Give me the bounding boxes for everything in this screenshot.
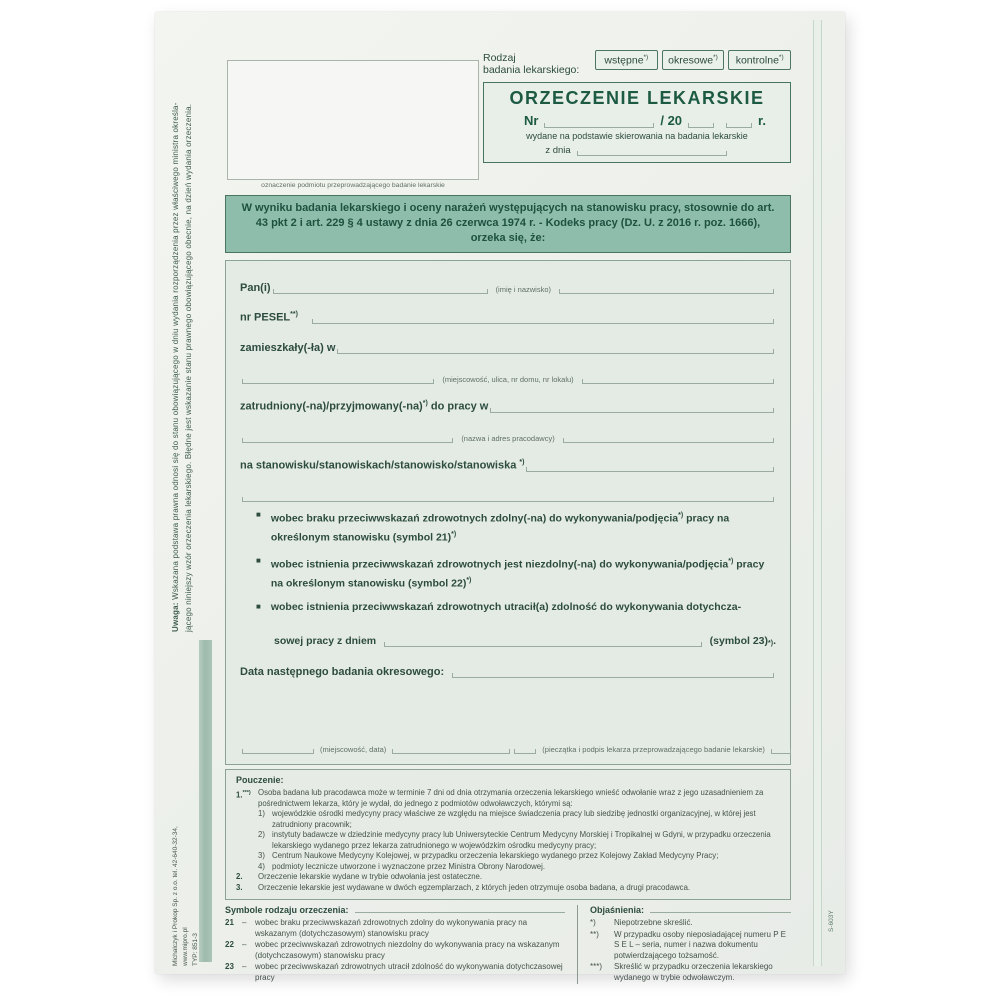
position-field-2: [242, 501, 774, 502]
year-suffix: r.: [758, 113, 766, 128]
pesel-label: nr PESEL**): [240, 311, 298, 324]
printer-imprint: [171, 806, 199, 966]
exam-option-okresowe: okresowe*): [662, 50, 725, 70]
place-date-field-2: [392, 753, 510, 754]
certificate-title-box: [483, 82, 791, 163]
position-label: na stanowisku/stanowiskach/stanowisko/stanowiska *): [240, 459, 525, 472]
residence-field-2: [242, 383, 434, 384]
employer-field-3: [563, 442, 774, 443]
exam-type-label: Rodzaj badania lekarskiego:: [483, 52, 580, 76]
certificate-subtitle: wydane na podstawie skierowania na badania lekarskie: [526, 131, 748, 141]
position-field: [526, 471, 774, 472]
year-prefix: / 20: [660, 113, 683, 128]
residence-caption-row: [240, 367, 776, 384]
name-label: Pan(i): [240, 282, 271, 294]
left-margin-note: [169, 52, 197, 632]
symbol-item-23: 23 – wobec przeciwwskazań zdrowotnych utracił zdolność do wykonywania dotychczasowej pracy: [225, 962, 563, 982]
issue-date-field: [577, 155, 727, 156]
symbol-item-22: 22 – wobec przeciwwskazań zdrowotnych niezdolny do wykonywania pracy na wskazanym (dotychczasowym) stanowisku pracy: [225, 940, 560, 960]
nr-field: [544, 127, 654, 128]
exam-type-options: [595, 50, 791, 70]
position-row: [240, 455, 776, 472]
stamp-field-2: [771, 753, 791, 754]
employer-field-2: [242, 442, 453, 443]
issue-date-label: z dnia: [545, 145, 571, 156]
residence-row: [240, 337, 776, 354]
instruction-subitem-1: 1) wojewódzkie ośrodki medycyny pracy właściwe ze względu na miejsce świadczenia pracy lub siedzibę jednostki organizacyjnej, w której jest zatrudniony pracownik;: [258, 809, 756, 829]
heading-rule: [650, 912, 791, 913]
pesel-row: [240, 307, 776, 324]
instruction-subitem-4: 4) podmioty lecznicze utworzone i wyznaczone przez Ministra Obrony Narodowej.: [258, 861, 546, 871]
pesel-field: [312, 323, 774, 324]
exam-option-kontrolne: kontrolne*): [728, 50, 791, 70]
instruction-subitem-2: 2) instytuty badawcze w dziedzinie medycyny pracy lub Uniwersyteckie Centrum Medycyny Morskiej i Tropikalnej w Gdyni, w przypadku orzeczenia lekarskiego wydanego przez lekarza zatrudnionego w wojewódzkim ośrodku medycyny pracy;: [258, 830, 771, 850]
residence-caption: (miejscowość, ulica, nr domu, nr lokalu): [442, 375, 574, 384]
pad-edge-stripe: [813, 20, 822, 966]
explanations-section: [577, 905, 791, 984]
form-sheet: [155, 12, 845, 982]
form-type-code: TYP: 851-3: [192, 933, 199, 966]
instruction-item-3: 3. Orzeczenie lekarskie jest wydawane w dwóch egzemplarzach, z których jeden otrzymuje osoba badana, a drugi pracodawca.: [236, 882, 691, 892]
verdict-item-23: ■ wobec istnienia przeciwwskazań zdrowotnych utracił(a) zdolność do wykonywania dotychcza-: [256, 601, 742, 613]
form-header: [225, 50, 791, 190]
position-field-row: [240, 485, 776, 502]
employment-row: [240, 396, 776, 413]
stamp-caption: (pieczątka i podpis lekarza przeprowadzającego badanie lekarskie): [542, 745, 765, 754]
certificate-number-row: [524, 113, 766, 128]
square-bullet-icon: ■: [256, 602, 261, 611]
verdict-23-continuation: sowej pracy z dniem (symbol 23) $_{*)}$ .: [274, 635, 776, 647]
year-field-2: [726, 127, 752, 128]
symbols-heading: Symbole rodzaju orzeczenia:: [225, 905, 349, 915]
stamp-field: [514, 753, 536, 754]
form-content: [225, 50, 791, 984]
note-line2: jącego niniejszy wzór orzeczenia lekarskiego. Błędne jest wskazanie stanu prawnego obowiązującego obecnie, na dzień wydania orzeczenia.: [184, 103, 193, 632]
square-bullet-icon: ■: [256, 510, 261, 519]
name-row: [240, 277, 776, 294]
place-date-field: [242, 753, 314, 754]
residence-field: [337, 353, 774, 354]
provider-stamp-box: [227, 60, 479, 180]
nr-label: Nr: [524, 113, 539, 128]
instruction-item-1: 1.***) Osoba badana lub pracodawca może w terminie 7 dni od dnia otrzymania orzeczenia lekarskiego wnieść odwołanie wraz z jego uzasadnieniem za pośrednictwem lekarza, który je wydał, do jednego z podmiotów odwoławczych, którymi są:: [236, 788, 764, 808]
footer-columns: [225, 905, 791, 984]
issue-date-row: [494, 145, 780, 156]
next-exam-date-field: [452, 677, 774, 678]
provider-stamp-caption: oznaczenie podmiotu przeprowadzającego badanie lekarskie: [261, 182, 445, 189]
next-exam-label: Data następnego badania okresowego:: [240, 666, 445, 678]
verdict-list: [240, 508, 776, 647]
binding-stripe: [199, 640, 212, 962]
note-label: Uwaga:: [171, 602, 180, 632]
symbols-section: [225, 905, 577, 984]
instruction-box: [225, 769, 791, 900]
verdict-item-21: ■ wobec braku przeciwwskazań zdrowotnych zdolny(-na) do wykonywania/podjęcia*) pracy na określonym stanowisku (symbol 21)*): [256, 510, 730, 543]
employment-label: zatrudniony(-na)/przyjmowany(-na)*) do pracy w: [240, 400, 489, 413]
employer-field: [490, 412, 774, 413]
year-field-1: [688, 127, 714, 128]
instruction-subitem-3: 3) Centrum Naukowe Medycyny Kolejowej, w przypadku orzeczenia lekarskiego wydanego przez Kolejowy Zakład Medycyny Pracy;: [258, 851, 719, 860]
legal-basis-banner: W wyniku badania lekarskiego i oceny narażeń występujących na stanowisku pracy, stosownie do art. 43 pkt 2 i art. 229 § 4 ustawy z dnia 26 czerwca 1974 r. - Kodeks pracy (Dz. U. z 2016 r. poz. 1666), orzeka się, że:: [225, 195, 791, 253]
instruction-heading: Pouczenie:: [236, 775, 284, 785]
name-field: [273, 293, 488, 294]
header-right: [483, 50, 791, 163]
explanations-heading: Objaśnienia:: [590, 905, 645, 915]
name-field-2: [559, 293, 774, 294]
certificate-title: ORZECZENIE LEKARSKIE: [509, 88, 765, 108]
next-exam-row: [240, 661, 776, 678]
note-line1: Wskazana podstawa prawna odnosi się do stanu obowiązującego w dniu wydania rozporządzenia przez właściwego ministra określa-: [171, 102, 180, 603]
main-body-box: [225, 260, 791, 765]
verdict-item-22: ■ wobec istnienia przeciwwskazań zdrowotnych jest niezdolny(-na) do wykonywania/podjęcia*) pracy na określonym stanowisku (symbol 22)*): [256, 556, 765, 589]
square-bullet-icon: ■: [256, 556, 261, 565]
place-date-caption: (miejscowość, data): [320, 745, 387, 754]
exam-option-wstepne: wstępne*): [595, 50, 658, 70]
explanation-item-2: **) W przypadku osoby nieposiadającej numeru P E S E L – seria, numer i nazwa dokumentu potwierdzającego tożsamość.: [590, 929, 786, 960]
symbol-item-21: 21 – wobec braku przeciwwskazań zdrowotnych zdolny do wykonywania pracy na wskazanym (dotychczasowym) stanowisku pracy: [225, 918, 528, 938]
signature-row: [240, 740, 776, 754]
exam-type-row: [483, 50, 791, 76]
instruction-item-2: 2. Orzeczenie lekarskie wydane w trybie odwołania jest ostateczne.: [236, 872, 483, 881]
explanation-item-3: ***) Skreślić w przypadku orzeczenia lekarskiego wydanego w trybie odwoławczym.: [590, 962, 773, 982]
explanation-item-1: *) Niepotrzebne skreślić.: [590, 918, 693, 927]
employer-caption: (nazwa i adres pracodawcy): [461, 434, 555, 443]
name-caption: (imię i nazwisko): [495, 285, 551, 294]
residence-label: zamieszkały(-ła) w: [240, 342, 336, 354]
heading-rule: [355, 912, 565, 913]
employer-caption-row: [240, 426, 776, 443]
edge-code: S-603Y: [828, 910, 835, 932]
printer-name: Michalczyk i Prokop Sp. z o.o. tel. 42-640-32-34, www.mipro.pl: [172, 826, 189, 966]
residence-field-3: [582, 383, 774, 384]
loss-date-field: [384, 646, 702, 647]
